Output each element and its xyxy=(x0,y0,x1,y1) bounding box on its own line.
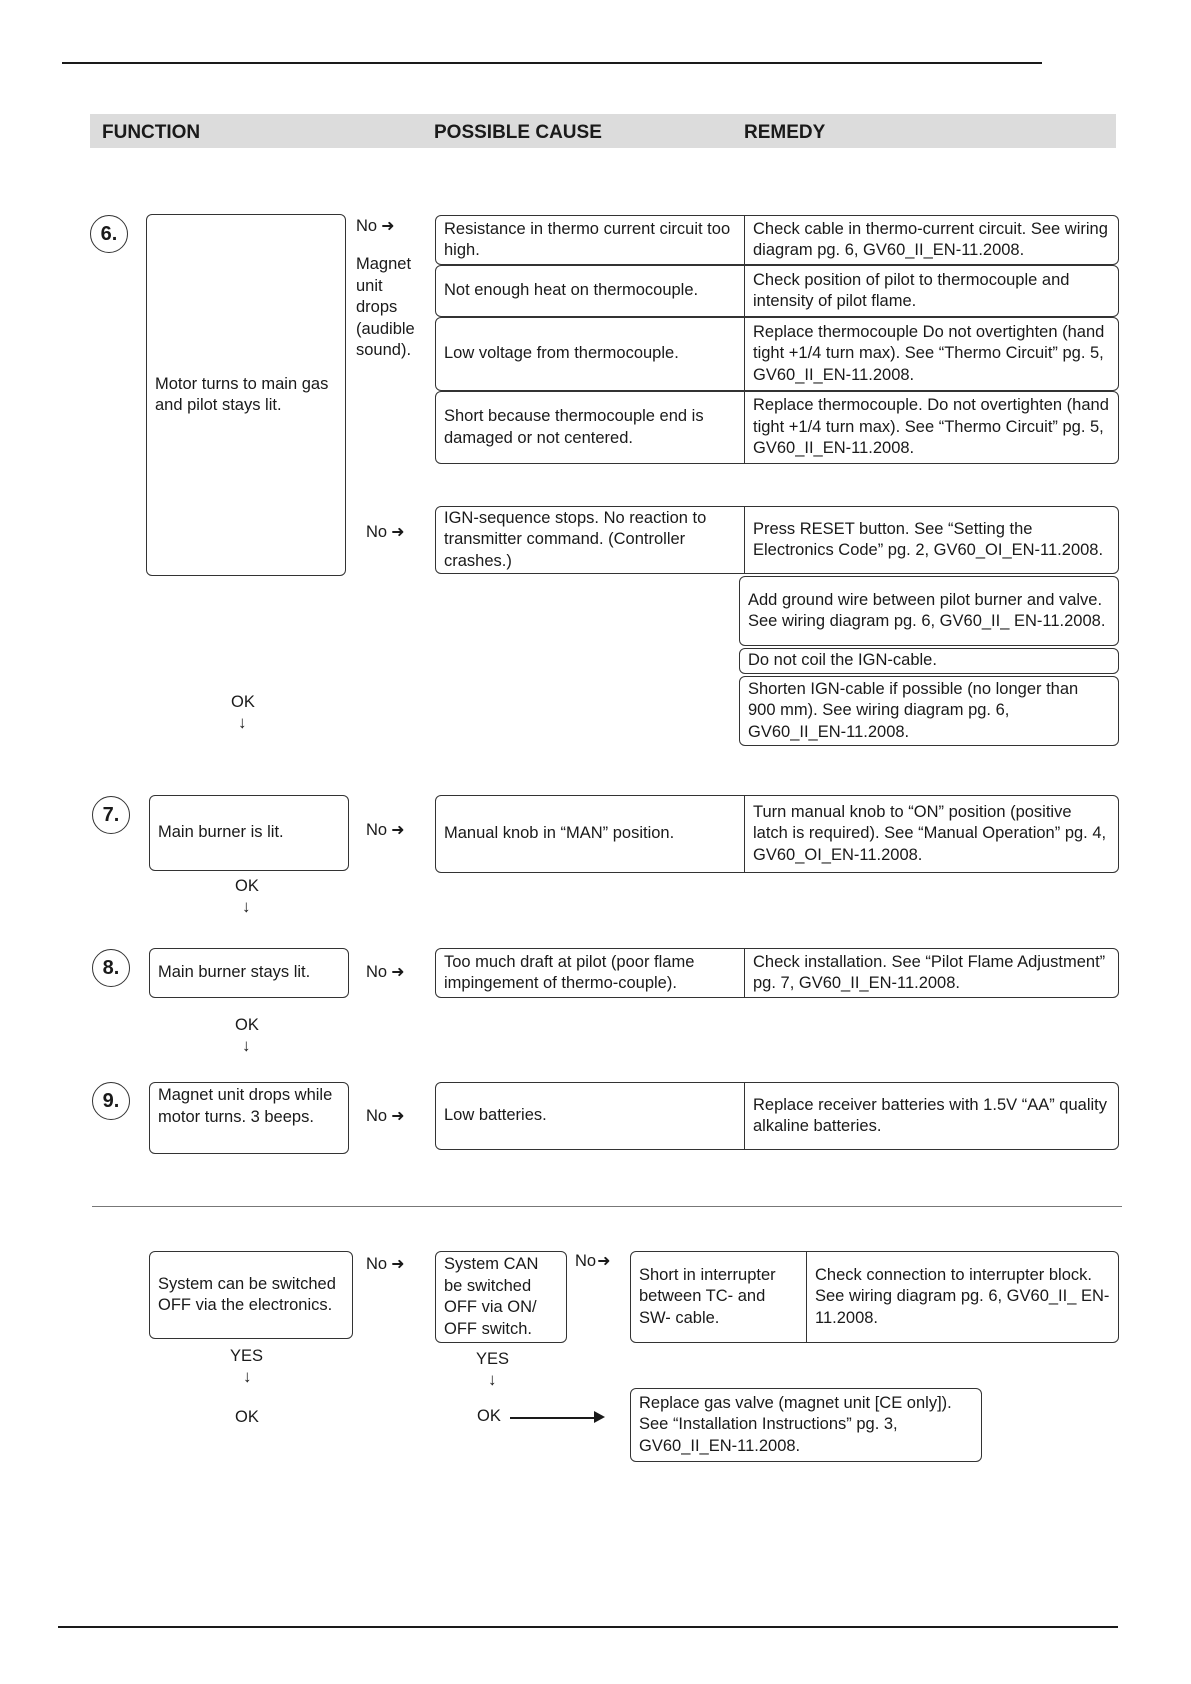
no-text: No xyxy=(356,217,378,235)
cause-text: Too much draft at pilot (poor flame impingement of thermo-couple). xyxy=(444,952,695,992)
step-8-function xyxy=(149,948,349,998)
interrupter-row xyxy=(630,1251,1119,1343)
down-arrow-icon: ↓ xyxy=(242,897,251,916)
remedy-text: Replace thermocouple Do not overtighten (hand tight +1/4 turn max). See “Thermo Circuit” pg. 5, GV60_II_EN-11.2008. xyxy=(753,322,1105,384)
remedy-text: Check connection to interrupter block. See wiring diagram pg. 6, GV60_II_ EN-11.2008. xyxy=(815,1265,1110,1327)
step-8-function-text: Main burner stays lit. xyxy=(158,963,311,982)
step-6-function xyxy=(146,214,346,576)
step-7-ok: OK xyxy=(235,877,259,895)
step-7-row xyxy=(435,795,1119,873)
long-arrow-head-icon xyxy=(594,1411,605,1423)
step-6-row-4 xyxy=(435,391,1119,464)
step-9-no-label xyxy=(366,1106,405,1128)
step-6-no-label xyxy=(356,216,395,238)
header-function: FUNCTION xyxy=(102,122,201,143)
step-6-ign-remedy-3 xyxy=(739,648,1119,674)
step-9-row xyxy=(435,1082,1119,1150)
cause-text: Short in interrupter between TC- and SW- cable. xyxy=(639,1265,776,1327)
step-6-ok: OK xyxy=(231,693,255,711)
switch-box xyxy=(435,1251,567,1343)
no-text: No xyxy=(366,963,388,981)
bottom-rule xyxy=(58,1626,1118,1628)
cause-text: Resistance in thermo current circuit too high. xyxy=(444,219,731,259)
step-6-number: 6. xyxy=(90,215,128,253)
system-off-text: System can be switched OFF via the electronics. xyxy=(158,1274,336,1314)
down-arrow-icon: ↓ xyxy=(238,713,247,732)
remedy-text: Turn manual knob to “ON” position (positive latch is required). See “Manual Operation” pg. 4, GV60_OI_EN-11.2008. xyxy=(753,802,1107,864)
step-6-row-3 xyxy=(435,317,1119,391)
top-rule xyxy=(62,62,1042,64)
right-arrow-icon: ➜ xyxy=(391,523,405,541)
down-arrow-icon: ↓ xyxy=(243,1367,252,1386)
step-7-function xyxy=(149,795,349,871)
switch-ok-label: OK xyxy=(477,1407,501,1425)
no-text: No xyxy=(366,523,388,541)
step-8-row xyxy=(435,948,1119,998)
step-6-ign-remedy-4 xyxy=(739,676,1119,746)
remedy-text: Check position of pilot to thermocouple and intensity of pilot flame. xyxy=(753,270,1070,310)
remedy-text: Check cable in thermo-current circuit. See wiring diagram pg. 6, GV60_II_EN-11.2008. xyxy=(753,219,1108,259)
cause-text: Not enough heat on thermocouple. xyxy=(444,281,699,300)
no-text: No xyxy=(366,821,388,839)
switch-yes-label: YES xyxy=(476,1350,510,1368)
table-header xyxy=(90,114,1116,148)
system-off-function xyxy=(149,1251,353,1339)
down-arrow-icon: ↓ xyxy=(242,1036,251,1055)
cause-text: Manual knob in “MAN” position. xyxy=(444,824,675,843)
cause-text: Low batteries. xyxy=(444,1106,547,1125)
replace-valve-box xyxy=(630,1388,982,1462)
step-8-number: 8. xyxy=(92,949,130,987)
cause-text: Low voltage from thermocouple. xyxy=(444,344,679,363)
no-text: No xyxy=(575,1252,597,1270)
no-text: No xyxy=(366,1107,388,1125)
cause-text: IGN-sequence stops. No reaction to transmitter command. (Controller crashes.) xyxy=(444,508,707,570)
step-7-number: 7. xyxy=(92,796,130,834)
step-9-number: 9. xyxy=(92,1082,130,1120)
step-6-row-2 xyxy=(435,265,1119,317)
step-7-function-text: Main burner is lit. xyxy=(158,823,284,842)
system-no-label xyxy=(366,1254,405,1276)
step-6-ign-row xyxy=(435,506,1119,574)
remedy-text: Replace receiver batteries with 1.5V “AA” quality alkaline batteries. xyxy=(753,1095,1107,1135)
long-arrow-line xyxy=(510,1417,596,1419)
right-arrow-icon: ➜ xyxy=(391,1107,405,1125)
no-text: No xyxy=(366,1255,388,1273)
switch-text: System CAN be switched OFF via ON/ OFF switch. xyxy=(444,1255,539,1338)
step-8-ok: OK xyxy=(235,1016,259,1034)
step-8-no-label xyxy=(366,962,405,984)
system-yes-label: YES xyxy=(230,1347,264,1365)
remedy-text: Check installation. See “Pilot Flame Adjustment” pg. 7, GV60_II_EN-11.2008. xyxy=(753,952,1106,992)
remedy-text: Replace thermocouple. Do not overtighten (hand tight +1/4 turn max). See “Thermo Circuit” pg. 5, GV60_II_EN-11.2008. xyxy=(753,396,1109,458)
step-6-magnet-note: Magnet unit drops (audible sound). xyxy=(356,255,415,359)
right-arrow-icon: ➜ xyxy=(391,821,405,839)
header-remedy: REMEDY xyxy=(744,122,826,143)
header-cause: POSSIBLE CAUSE xyxy=(434,122,602,143)
right-arrow-icon: ➜ xyxy=(391,963,405,981)
system-ok-label: OK xyxy=(235,1408,259,1426)
remedy-text: Press RESET button. See “Setting the Electronics Code” pg. 2, GV60_OI_EN-11.2008. xyxy=(753,519,1104,559)
cause-text: Short because thermocouple end is damaged or not centered. xyxy=(444,407,704,447)
replace-valve-text: Replace gas valve (magnet unit [CE only]). See “Installation Instructions” pg. 3, GV60_II_EN-11.2008. xyxy=(639,1393,952,1455)
step-9-function-text: Magnet unit drops while motor turns. 3 beeps. xyxy=(158,1086,333,1126)
step-6-ign-remedy-2 xyxy=(739,576,1119,646)
remedy-text: Do not coil the IGN-cable. xyxy=(748,651,937,670)
step-6-no-label-2 xyxy=(366,522,405,544)
remedy-text: Add ground wire between pilot burner and valve. See wiring diagram pg. 6, GV60_II_ EN-11.2008. xyxy=(748,590,1106,630)
remedy-text: Shorten IGN-cable if possible (no longer than 900 mm). See wiring diagram pg. 6, GV60_II_EN-11.2008. xyxy=(748,679,1079,741)
step-7-no-label xyxy=(366,820,405,842)
right-arrow-icon: ➜ xyxy=(391,1255,405,1273)
right-arrow-icon: ➜ xyxy=(597,1252,611,1270)
step-6-function-text: Motor turns to main gas and pilot stays lit. xyxy=(155,374,329,414)
switch-no-label xyxy=(575,1251,611,1273)
right-arrow-icon: ➜ xyxy=(381,217,395,235)
down-arrow-icon: ↓ xyxy=(488,1370,497,1389)
step-9-function xyxy=(149,1082,349,1154)
section-divider xyxy=(92,1206,1122,1207)
step-6-row-1 xyxy=(435,215,1119,265)
